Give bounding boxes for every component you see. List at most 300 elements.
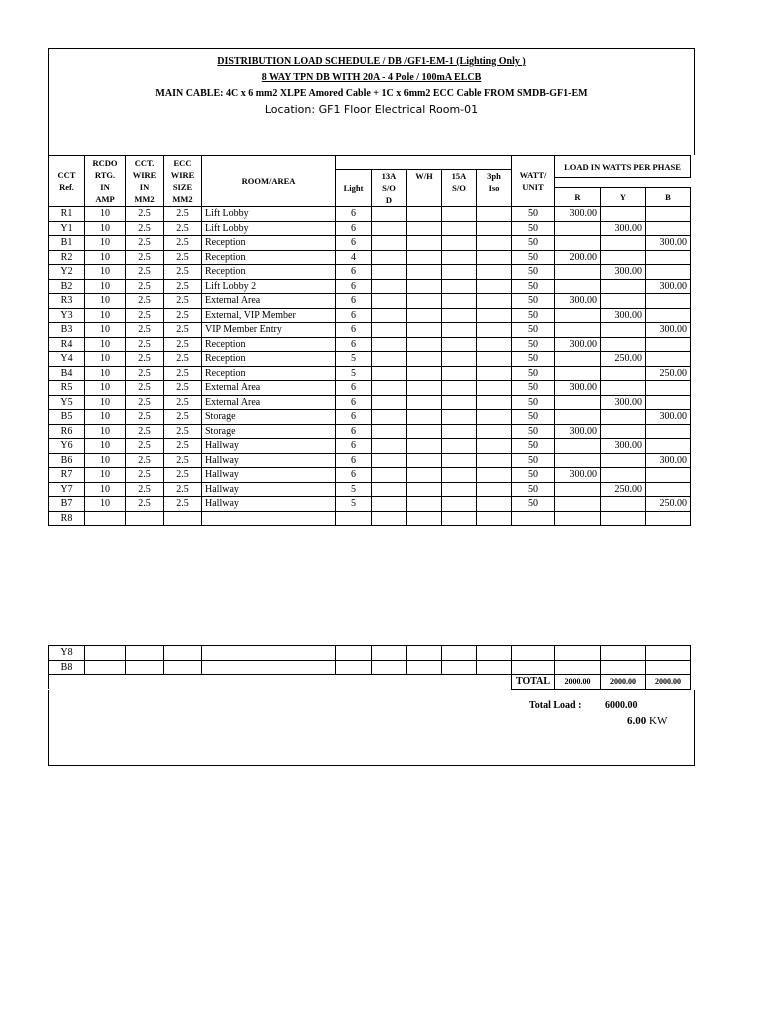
cell-so15 [442,279,477,294]
cell-room: Hallway [202,439,336,454]
cell-light: 6 [336,221,372,236]
total-label: TOTAL [512,675,555,690]
load-schedule-sheet [48,48,695,526]
cell-rcdo: 10 [85,308,126,323]
cell-y [601,279,646,294]
cell-watt: 50 [512,323,555,338]
cell-ecc: 2.5 [164,236,202,251]
cell-empty [126,646,164,661]
cell-so15 [442,482,477,497]
schedule-title: DISTRIBUTION LOAD SCHEDULE / DB /GF1-EM-1 (Lighting Only ) [217,56,526,67]
col-wh: W/H [407,170,442,207]
cell-watt: 50 [512,236,555,251]
cell-wh [407,381,442,396]
cell-so13 [372,468,407,483]
cell-b: 250.00 [646,497,691,512]
cell-rcdo: 10 [85,410,126,425]
cell-ecc: 2.5 [164,221,202,236]
cell-so15 [442,453,477,468]
cell-b [646,424,691,439]
cell-so13 [372,439,407,454]
cell-wire: 2.5 [126,323,164,338]
cell-so15 [442,366,477,381]
main-cable: MAIN CABLE: 4C x 6 mm2 XLPE Amored Cable + 1C x 6mm2 ECC Cable FROM SMDB-GF1-EM [155,88,588,99]
cell-wh [407,236,442,251]
table-row [49,323,691,338]
cell-so15 [442,352,477,367]
cell-r: 300.00 [555,424,601,439]
cell-room: Lift Lobby [202,221,336,236]
cell-ecc: 2.5 [164,308,202,323]
cell-rcdo: 10 [85,453,126,468]
cell-so13 [372,308,407,323]
cell-wh [407,265,442,280]
cell-room: Reception [202,250,336,265]
cell-light: 6 [336,410,372,425]
cell-wire: 2.5 [126,497,164,512]
col-light: Light [336,170,372,207]
cell-so13 [372,482,407,497]
cell-watt: 50 [512,207,555,222]
cell-r: 300.00 [555,207,601,222]
cell-empty [601,660,646,675]
cell-wh [407,207,442,222]
cell-ref: Y6 [49,439,85,454]
cell-wh [407,482,442,497]
cell-b [646,207,691,222]
table-row [49,511,691,526]
spare-row [49,660,691,675]
cell-so15 [442,236,477,251]
cell-empty [202,646,336,661]
cell-rcdo: 10 [85,279,126,294]
cell-r [555,366,601,381]
cell-b [646,482,691,497]
total-kw: 6.00 KW [627,714,668,727]
cell-room: Lift Lobby 2 [202,279,336,294]
cell-light: 6 [336,381,372,396]
cell-wire: 2.5 [126,468,164,483]
cell-b: 300.00 [646,236,691,251]
cell-b [646,468,691,483]
cell-wh [407,395,442,410]
table-row [49,265,691,280]
cell-light: 6 [336,279,372,294]
cell-iso [477,482,512,497]
cell-b [646,294,691,309]
cell-empty [202,660,336,675]
cell-ref: R2 [49,250,85,265]
cell-so13 [372,410,407,425]
table-row [49,236,691,251]
cell-ecc: 2.5 [164,323,202,338]
cell-room: Hallway [202,453,336,468]
cell-light: 6 [336,236,372,251]
cell-r [555,236,601,251]
cell-room: Reception [202,366,336,381]
cell-so13 [372,424,407,439]
cell-empty [477,646,512,661]
cell-ref: B2 [49,279,85,294]
cell-r [555,221,601,236]
cell-empty [372,646,407,661]
cell-ref: Y8 [49,646,85,661]
cell-rcdo: 10 [85,497,126,512]
cell-light [336,511,372,526]
cell-so15 [442,250,477,265]
cell-ref: R5 [49,381,85,396]
cell-empty [646,660,691,675]
table-row [49,250,691,265]
cell-so13 [372,207,407,222]
cell-empty [407,660,442,675]
cell-watt: 50 [512,497,555,512]
cell-watt: 50 [512,352,555,367]
col-phase-b: B [646,188,691,207]
cell-wh [407,468,442,483]
cell-ecc: 2.5 [164,352,202,367]
cell-empty [85,660,126,675]
cell-watt: 50 [512,337,555,352]
cell-so13 [372,352,407,367]
cell-so15 [442,424,477,439]
schedule-header [48,48,695,155]
spare-row [49,646,691,661]
table-row [49,497,691,512]
cell-rcdo: 10 [85,323,126,338]
cell-room: VIP Member Entry [202,323,336,338]
cell-wh [407,497,442,512]
cell-r [555,308,601,323]
cell-so13 [372,511,407,526]
cell-ecc: 2.5 [164,424,202,439]
cell-ref: Y5 [49,395,85,410]
table-row [49,482,691,497]
cell-empty [555,660,601,675]
cell-room: Hallway [202,468,336,483]
col-3ph-iso: 3ph Iso [477,170,512,207]
cell-iso [477,366,512,381]
cell-ref: R1 [49,207,85,222]
cell-iso [477,279,512,294]
cell-ecc [164,511,202,526]
table-row [49,468,691,483]
cell-ref: B5 [49,410,85,425]
cell-light: 6 [336,468,372,483]
cell-light: 6 [336,294,372,309]
cell-room [202,511,336,526]
table-row [49,381,691,396]
cell-iso [477,323,512,338]
cell-wire [126,511,164,526]
cell-y: 300.00 [601,439,646,454]
cell-iso [477,207,512,222]
cell-r [555,497,601,512]
cell-ecc: 2.5 [164,497,202,512]
cell-ref: Y1 [49,221,85,236]
cell-wh [407,221,442,236]
total-load-box [48,690,695,766]
load-table [48,155,691,526]
col-cct-ref: CCT Ref. [49,156,85,207]
cell-b: 300.00 [646,323,691,338]
cell-empty [164,660,202,675]
cell-b [646,337,691,352]
cell-watt: 50 [512,250,555,265]
cell-b: 300.00 [646,453,691,468]
cell-empty [442,660,477,675]
cell-y [601,236,646,251]
cell-ecc: 2.5 [164,366,202,381]
cell-rcdo: 10 [85,424,126,439]
col-phase-y: Y [601,188,646,207]
cell-room: External, VIP Member [202,308,336,323]
cell-b [646,439,691,454]
cell-so13 [372,221,407,236]
cell-b [646,352,691,367]
cell-r [555,395,601,410]
table-row [49,207,691,222]
cell-iso [477,352,512,367]
cell-so15 [442,410,477,425]
cell-wire: 2.5 [126,294,164,309]
cell-so15 [442,294,477,309]
cell-watt: 50 [512,308,555,323]
cell-so15 [442,439,477,454]
cell-r [555,439,601,454]
cell-y [601,207,646,222]
cell-wh [407,424,442,439]
cell-rcdo: 10 [85,381,126,396]
cell-r [555,279,601,294]
table-row [49,337,691,352]
cell-so15 [442,497,477,512]
cell-wh [407,279,442,294]
cell-wire: 2.5 [126,279,164,294]
cell-r [555,323,601,338]
cell-iso [477,381,512,396]
cell-ecc: 2.5 [164,482,202,497]
cell-rcdo: 10 [85,294,126,309]
cell-r [555,410,601,425]
table-row [49,294,691,309]
cell-ref: B3 [49,323,85,338]
cell-so15 [442,381,477,396]
cell-watt: 50 [512,482,555,497]
cell-b [646,221,691,236]
cell-so15 [442,468,477,483]
cell-wire: 2.5 [126,352,164,367]
cell-rcdo: 10 [85,265,126,280]
cell-empty [442,646,477,661]
cell-light: 6 [336,323,372,338]
cell-ecc: 2.5 [164,250,202,265]
cell-empty [477,660,512,675]
cell-iso [477,468,512,483]
cell-y: 300.00 [601,265,646,280]
col-rcdo: RCDO RTG. IN AMP [85,156,126,207]
cell-ref: B7 [49,497,85,512]
cell-ref: Y3 [49,308,85,323]
cell-ref: B6 [49,453,85,468]
cell-wire: 2.5 [126,250,164,265]
table-row [49,221,691,236]
table-row [49,453,691,468]
cell-room: Hallway [202,482,336,497]
cell-wh [407,323,442,338]
cell-rcdo: 10 [85,352,126,367]
cell-empty [372,660,407,675]
cell-watt: 50 [512,294,555,309]
cell-empty [646,646,691,661]
table-row [49,410,691,425]
cell-wh [407,294,442,309]
cell-rcdo [85,511,126,526]
cell-rcdo: 10 [85,482,126,497]
cell-so13 [372,395,407,410]
cell-wire: 2.5 [126,395,164,410]
cell-r: 300.00 [555,468,601,483]
cell-so13 [372,497,407,512]
cell-y [601,323,646,338]
cell-light: 5 [336,497,372,512]
cell-y [601,337,646,352]
cell-so13 [372,294,407,309]
cell-ecc: 2.5 [164,337,202,352]
table-row [49,439,691,454]
cell-ref: R3 [49,294,85,309]
cell-wire: 2.5 [126,410,164,425]
cell-wh [407,439,442,454]
cell-wh [407,453,442,468]
cell-rcdo: 10 [85,439,126,454]
cell-light: 4 [336,250,372,265]
cell-wh [407,410,442,425]
cell-empty [512,646,555,661]
cell-b: 250.00 [646,366,691,381]
cell-room: External Area [202,381,336,396]
cell-so13 [372,337,407,352]
cell-light: 6 [336,207,372,222]
cell-y [601,468,646,483]
cell-y: 250.00 [601,482,646,497]
cell-wire: 2.5 [126,482,164,497]
cell-y [601,410,646,425]
cell-iso [477,511,512,526]
cell-so15 [442,207,477,222]
cell-so13 [372,453,407,468]
cell-watt: 50 [512,453,555,468]
cell-iso [477,410,512,425]
cell-empty [407,646,442,661]
cell-so13 [372,381,407,396]
cell-wh [407,352,442,367]
cell-room: Reception [202,337,336,352]
cell-ecc: 2.5 [164,207,202,222]
cell-y [601,366,646,381]
cell-y: 250.00 [601,352,646,367]
cell-r [555,482,601,497]
col-15a-so: 15A S/O [442,170,477,207]
cell-ecc: 2.5 [164,453,202,468]
cell-iso [477,221,512,236]
cell-empty [336,646,372,661]
cell-rcdo: 10 [85,337,126,352]
totals-table [48,645,691,690]
cell-ref: Y7 [49,482,85,497]
cell-iso [477,439,512,454]
table-row [49,352,691,367]
cell-so15 [442,395,477,410]
cell-wire: 2.5 [126,381,164,396]
cell-watt: 50 [512,381,555,396]
cell-wire: 2.5 [126,221,164,236]
cell-iso [477,265,512,280]
cell-so13 [372,279,407,294]
location: Location: GF1 Floor Electrical Room-01 [264,103,479,116]
cell-rcdo: 10 [85,366,126,381]
cell-so15 [442,308,477,323]
total-load-value: 6000.00 [605,699,638,711]
cell-ref: B4 [49,366,85,381]
cell-empty [164,646,202,661]
total-y: 2000.00 [601,675,646,690]
cell-so13 [372,250,407,265]
cell-empty [555,646,601,661]
cell-r: 200.00 [555,250,601,265]
cell-wire: 2.5 [126,424,164,439]
cell-b: 300.00 [646,279,691,294]
cell-r [555,453,601,468]
table-row [49,424,691,439]
cell-iso [477,497,512,512]
cell-watt: 50 [512,279,555,294]
cell-room: External Area [202,294,336,309]
cell-ref: Y4 [49,352,85,367]
cell-y: 300.00 [601,221,646,236]
cell-light: 6 [336,395,372,410]
cell-iso [477,236,512,251]
cell-room: Hallway [202,497,336,512]
cell-ref: B8 [49,660,85,675]
cell-ecc: 2.5 [164,410,202,425]
cell-y [601,250,646,265]
cell-watt: 50 [512,439,555,454]
cell-light: 6 [336,337,372,352]
col-cct-wire: CCT. WIRE IN MM2 [126,156,164,207]
cell-so15 [442,337,477,352]
cell-room: Storage [202,424,336,439]
cell-b [646,265,691,280]
cell-ref: R4 [49,337,85,352]
cell-rcdo: 10 [85,207,126,222]
cell-y [601,497,646,512]
cell-iso [477,308,512,323]
col-room: ROOM/AREA [202,156,336,207]
cell-r: 300.00 [555,381,601,396]
total-r: 2000.00 [555,675,601,690]
cell-watt [512,511,555,526]
total-b: 2000.00 [646,675,691,690]
cell-ref: R8 [49,511,85,526]
cell-so13 [372,265,407,280]
table-row [49,395,691,410]
cell-r: 300.00 [555,337,601,352]
cell-iso [477,453,512,468]
table-row [49,279,691,294]
cell-rcdo: 10 [85,236,126,251]
cell-room: Storage [202,410,336,425]
